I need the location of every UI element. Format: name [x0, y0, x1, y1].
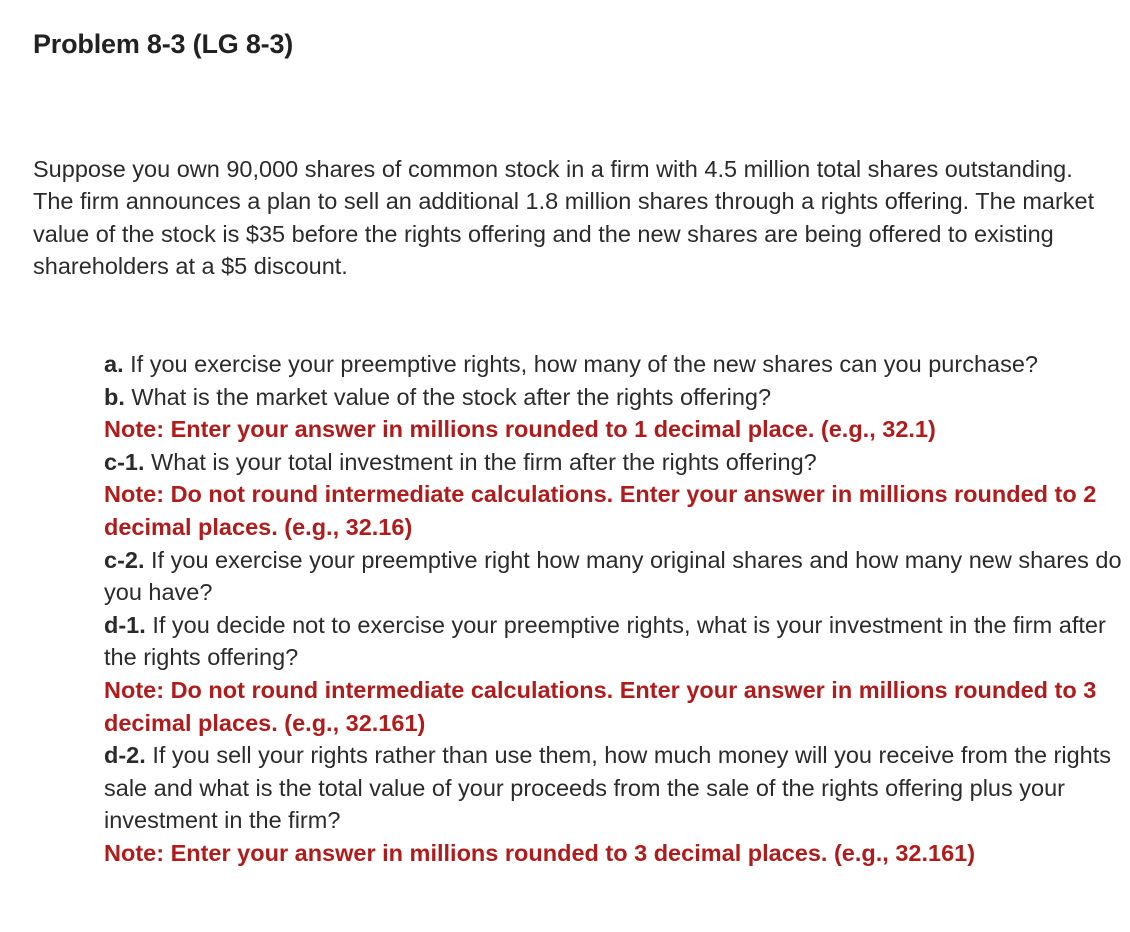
part-b-text: What is the market value of the stock after the rights offering? — [131, 383, 772, 410]
question-parts — [104, 348, 1124, 870]
part-d2-text: If you sell your rights rather than use them, how much money will you receive from the rights sale and what is the total value of your proceeds from the sale of the rights offering plus your investment in the firm? — [104, 742, 1112, 834]
problem-intro: Suppose you own 90,000 shares of common stock in a firm with 4.5 million total shares outstanding. The firm announces a plan to sell an additional 1.8 million shares through a rights offering. The market value of the stock is $35 before the rights offering and the new shares are being offered to existing shareholders at a $5 discount. — [33, 156, 1095, 280]
part-a — [104, 348, 1124, 381]
part-a-text: If you exercise your preemptive rights, how many of the new shares can you purchase? — [130, 351, 1038, 377]
part-c2 — [104, 544, 1124, 609]
part-d1-label: d-1. — [104, 611, 146, 638]
part-c1-text: What is your total investment in the firm after the rights offering? — [151, 448, 817, 475]
part-c1-label: c-1. — [104, 448, 145, 475]
part-c2-label: c-2. — [104, 546, 145, 573]
part-c2-text: If you exercise your preemptive right how many original shares and how many new shares do you have? — [104, 546, 1122, 606]
part-d2-label: d-2. — [104, 742, 146, 769]
part-d1-text: If you decide not to exercise your preemptive rights, what is your investment in the firm after the rights offering? — [104, 611, 1106, 671]
part-b — [104, 381, 1124, 414]
part-c1-note: Note: Do not round intermediate calculations. Enter your answer in millions rounded to 2 decimal places. (e.g., 32.16) — [104, 481, 1097, 540]
part-d1 — [104, 609, 1124, 674]
part-a-label: a. — [104, 351, 124, 377]
part-b-note: Note: Enter your answer in millions rounded to 1 decimal place. (e.g., 32.1) — [104, 416, 936, 443]
part-d2-note: Note: Enter your answer in millions rounded to 3 decimal places. (e.g., 32.161) — [104, 839, 976, 866]
part-d2 — [104, 739, 1124, 837]
part-b-label: b. — [104, 383, 125, 410]
problem-title: Problem 8-3 (LG 8-3) — [33, 29, 294, 59]
part-d1-note: Note: Do not round intermediate calculations. Enter your answer in millions rounded to 3 decimal places. (e.g., 32.161) — [104, 676, 1097, 736]
part-c1 — [104, 446, 1124, 479]
